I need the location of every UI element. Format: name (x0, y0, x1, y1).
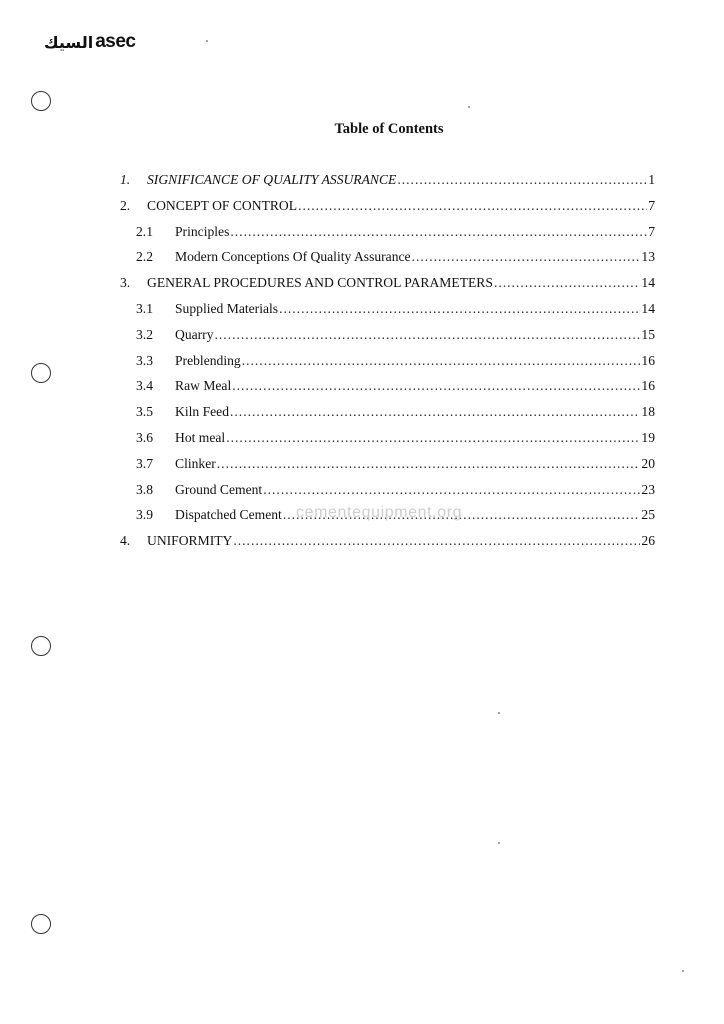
scan-speck (206, 40, 208, 42)
toc-dot-leader (230, 404, 640, 420)
toc-entry (136, 378, 655, 398)
toc-dot-leader (263, 482, 640, 498)
toc-entry-page: 16 (641, 352, 655, 368)
toc-entry-number: 3.6 (136, 430, 153, 445)
toc-entry (136, 301, 655, 321)
toc-entry-title: Kiln Feed (175, 404, 229, 420)
toc-entry-number: 3.4 (136, 378, 153, 394)
toc-entry-title: UNIFORMITY (147, 533, 233, 549)
toc-entry (136, 224, 655, 244)
toc-entry (136, 249, 655, 269)
toc-entry-number: 2.1 (136, 223, 153, 239)
toc-entry-page: 7 (648, 223, 655, 239)
logo-arabic-text: السيك (44, 32, 94, 52)
toc-entry-page: 25 (641, 507, 655, 523)
toc-entry (120, 198, 655, 218)
scan-speck (468, 106, 470, 108)
toc-entry-title: CONCEPT OF CONTROL (147, 197, 298, 213)
scan-speck (682, 970, 684, 972)
logo-latin-text: asec (95, 31, 136, 52)
toc-entry-page: 14 (641, 301, 655, 316)
toc-entry-page: 20 (641, 455, 655, 471)
toc-entry (120, 533, 655, 553)
toc-dot-leader (215, 327, 641, 343)
toc-entry-number: 3.1 (136, 301, 153, 316)
toc-entry-title: Hot meal (175, 430, 226, 445)
toc-dot-leader (279, 301, 640, 317)
toc-dot-leader (226, 430, 640, 446)
toc-entry (136, 327, 655, 347)
toc-dot-leader (298, 198, 647, 214)
toc-entry-number: 3.9 (136, 507, 153, 523)
toc-entry-title: GENERAL PROCEDURES AND CONTROL PARAMETERS (147, 275, 493, 291)
scan-speck (498, 712, 500, 714)
toc-entry-number: 3.7 (136, 455, 153, 471)
toc-entry-title: Modern Conceptions Of Quality Assurance (175, 249, 411, 265)
toc-entry (136, 456, 655, 476)
toc-entry-page: 26 (641, 533, 655, 549)
scan-speck (498, 842, 500, 844)
toc-dot-leader (494, 275, 640, 291)
toc-dot-leader (217, 456, 641, 472)
toc-dot-leader (242, 353, 641, 369)
toc-entry-title: Supplied Materials (175, 301, 279, 316)
toc-entry-title: Dispatched Cement (175, 507, 282, 523)
toc-entry-title: Clinker (175, 455, 216, 471)
toc-entry-page: 13 (641, 249, 655, 265)
toc-entry-title: Preblending (175, 352, 241, 368)
toc-entry-title: Principles (175, 223, 230, 239)
watermark-text: cementequipment.org (296, 504, 463, 521)
toc-entry-number: 1. (120, 172, 131, 187)
toc-entry-number: 3.2 (136, 326, 153, 342)
toc-entry-number: 3.5 (136, 404, 153, 420)
toc-dot-leader (233, 533, 640, 549)
toc-entry-page: 14 (641, 275, 655, 291)
toc-entry-page: 23 (641, 481, 655, 497)
toc-entry-number: 4. (120, 533, 131, 549)
toc-dot-leader (232, 378, 640, 394)
toc-dot-leader (230, 224, 647, 240)
toc-entry-page: 1 (648, 172, 655, 187)
toc-entry-number: 3. (120, 275, 131, 291)
toc-entry-page: 15 (641, 326, 655, 342)
toc-entry (120, 172, 655, 192)
toc-entry-title: Raw Meal (175, 378, 232, 394)
toc-entry-number: 3.3 (136, 352, 153, 368)
page-title: Table of Contents (334, 121, 444, 137)
toc-entry-page: 16 (641, 378, 655, 394)
toc-entry-page: 7 (648, 197, 655, 213)
toc-entry-page: 19 (641, 430, 655, 445)
toc-entry-number: 3.8 (136, 481, 153, 497)
toc-entry (136, 482, 655, 502)
toc-entry-number: 2. (120, 197, 131, 213)
toc-entry-title: SIGNIFICANCE OF QUALITY ASSURANCE (147, 172, 397, 187)
toc-entry-number: 2.2 (136, 249, 153, 265)
toc-entry (120, 275, 655, 295)
toc-entry-title: Quarry (175, 326, 214, 342)
toc-dot-leader (412, 249, 641, 265)
toc-entry-title: Ground Cement (175, 481, 263, 497)
toc-entry-page: 18 (641, 404, 655, 420)
toc-entry (136, 353, 655, 373)
toc-entry (136, 430, 655, 450)
toc-dot-leader (397, 172, 647, 188)
toc-entry (136, 404, 655, 424)
